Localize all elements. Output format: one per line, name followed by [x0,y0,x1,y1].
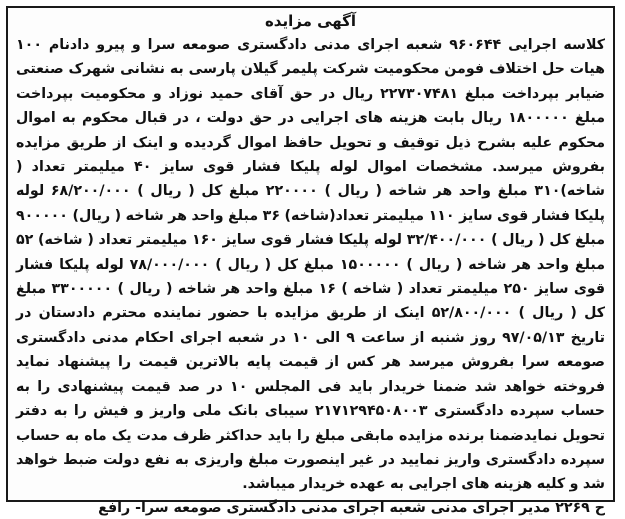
notice-title: آگهی مزایده [264,12,357,30]
auction-notice [6,6,615,516]
notice-footer: ح ۲۲۶۹ مدیر اجرای مدنی شعبه اجرای مدنی دادگستری صومعه سرا- رافع [98,499,605,516]
notice-body: کلاسه اجرایی ۹۶۰۶۴۴ شعبه اجرای مدنی دادگستری صومعه سرا و پیرو دادنام ۱۰۰ هیات حل اختلاف فومن محکومیت شرکت پلیمر گیلان پارسی به نشانی شهرک صنعتی ضیابر بپرداخت مبلغ ۲۲۷۳۰۷۴۸۱ ریال در حق آقای حمید نوزاد و محکومیت بپرداخت مبلغ ۱۸۰۰۰۰۰ ریال بابت هزینه های اجرایی در حق دولت ، در قبال محکوم به اموال محکوم علیه بشرح ذیل توقیف و تحویل حافظ اموال گردیده و اینک از طریق مزایده بفروش میرسد. مشخصات اموال لوله پلیکا فشار قوی سایز ۴۰ میلیمتر تعداد ( شاخه)۳۱۰ مبلغ واحد هر شاخه ( ریال ) ۲۲۰۰۰۰ مبلغ کل ( ریال ) ۶۸/۲۰۰/۰۰۰ لوله پلیکا فشار قوی سایز ۱۱۰ میلیمتر تعداد(شاخه) ۳۶ مبلغ واحد هر شاخه ( ریال) ۹۰۰۰۰۰ مبلغ کل ( ریال ) ۳۲/۴۰۰/۰۰۰ لوله پلیکا فشار قوی سایز ۱۶۰ میلیمتر تعداد ( شاخه) ۵۲ مبلغ واحد هر شاخه ( ریال ) ۱۵۰۰۰۰۰ مبلغ کل ( ریال ) ۷۸/۰۰۰/۰۰۰ لوله پلیکا فشار قوی سایز ۲۵۰ میلیمتر تعداد ( شاخه ) ۱۶ مبلغ واحد هر شاخه ( ریال ) ۳۳۰۰۰۰۰ مبلغ کل ( ریال ) ۵۲/۸۰۰/۰۰۰ اینک از طریق مزایده با حضور نماینده محترم دادستان در تاریخ ۹۷/۰۵/۱۳ روز شنبه از ساعت ۹ الی ۱۰ در شعبه اجرای احکام مدنی دادگستری صومعه سرا بفروش میرسد هر کس از قیمت پایه بالاترین قیمت را پیشنهاد نماید فروخته خواهد شد ضمنا خریدار باید فی المجلس ۱۰ در صد قیمت پیشنهادی را به حساب سپرده دادگستری ۲۱۷۱۲۹۴۵۰۸۰۰۳ سیبای بانک ملی واریز و فیش را به دفتر تحویل نمایدضمنا برنده مزایده مابقی مبلغ را باید حداکثر ظرف مدت یک ماه به حساب سپرده دادگستری واریز نمایید در غیر اینصورت مبلغ واریزی به نفع دولت ضبط خواهد شد و کلیه هزینه های اجرایی به عهده خریدار میباشد. [16,37,606,493]
